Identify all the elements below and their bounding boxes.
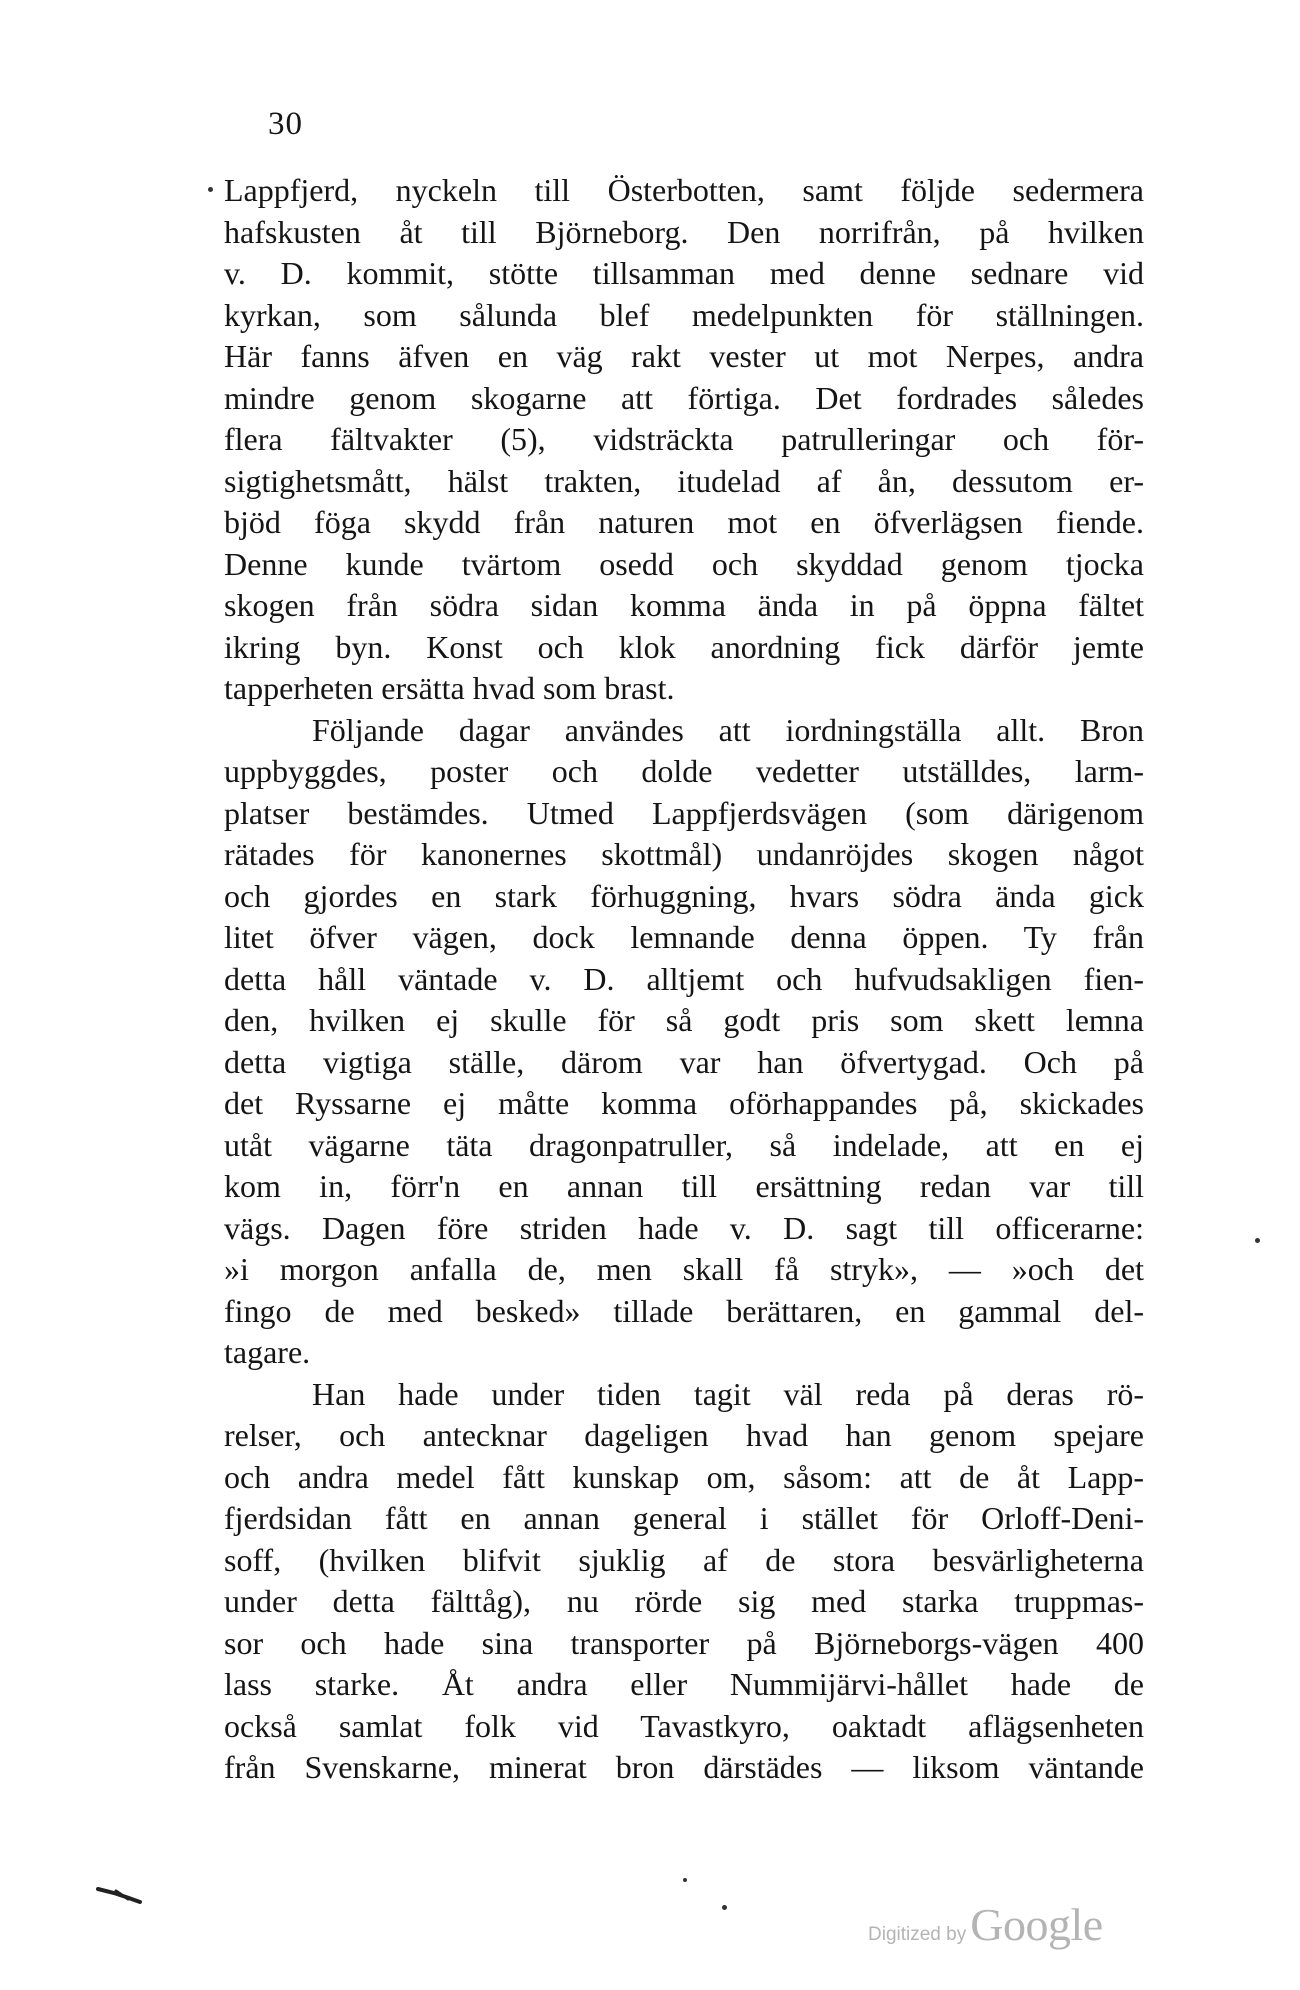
text-line: den, hvilken ej skulle för så godt pris som skett lemna [224,1002,1144,1038]
text-line: platser bestämdes. Utmed Lappfjerdsvägen (som därigenom [224,794,1144,831]
text-line: v. D. kommit, stötte tillsamman med denne sednare vid [224,255,1144,291]
margin-dot [1255,1238,1260,1243]
digitized-by-google-watermark [868,1898,1103,1950]
text-line: rätades för kanonernes skottmål) undanröjdes skogen något [224,836,1144,872]
body-text [224,170,1144,1789]
text-line: under detta fälttåg), nu rörde sig med starka truppmas- [224,1583,1144,1619]
text-line: och andra medel fått kunskap om, såsom: att de åt Lapp- [224,1458,1144,1495]
text-line: kom in, förr'n en annan till ersättning redan var till [224,1168,1144,1204]
text-line: relser, och antecknar dageligen hvad han genom spejare [224,1417,1144,1453]
text-line: kyrkan, som sålunda blef medelpunkten för ställningen. [224,296,1144,333]
text-line: fingo de med besked» tillade berättaren, en gammal del- [224,1292,1144,1329]
watermark-prefix: Digitized by [868,1924,967,1945]
text-line: skogen från södra sidan komma ända in på öppna fältet [224,587,1144,623]
page-number: 30 [268,106,303,142]
text-line: det Ryssarne ej måtte komma oförhappandes på, skickades [224,1085,1144,1121]
text-line: bjöd föga skydd från naturen mot en öfverlägsen fiende. [224,504,1144,540]
margin-dot [683,1878,687,1882]
paragraph-start-line: Följande dagar användes att iordningställa allt. Bron [312,711,1144,748]
text-line: uppbyggdes, poster och dolde vedetter utställdes, larm- [224,753,1144,789]
stray-ink-mark-icon [96,1885,144,1905]
text-line: fjerdsidan fått en annan general i stället för Orloff-Deni- [224,1500,1144,1536]
text-line: mindre genom skogarne att förtiga. Det fordrades således [224,379,1144,416]
text-line: detta vigtiga ställe, därom var han öfvertygad. Och på [224,1043,1144,1080]
text-line: »i morgon anfalla de, men skall få stryk», — »och det [224,1251,1144,1287]
text-line: flera fältvakter (5), vidsträckta patrulleringar och för- [224,421,1144,457]
text-line: lass starke. Åt andra eller Nummijärvi-hållet hade de [224,1666,1144,1702]
text-line: vägs. Dagen före striden hade v. D. sagt till officerarne: [224,1209,1144,1246]
margin-dot [722,1905,727,1910]
text-line: Lappfjerd, nyckeln till Österbotten, samt följde sedermera [224,172,1144,208]
paragraph-end-line: tapperheten ersätta hvad som brast. [224,670,675,706]
paragraph-end-line: tagare. [224,1334,311,1370]
text-line: litet öfver vägen, dock lemnande denna öppen. Ty från [224,919,1144,955]
text-line: från Svenskarne, minerat bron därstädes — liksom väntande [224,1749,1144,1785]
text-line: utåt vägarne täta dragonpatruller, så indelade, att en ej [224,1126,1144,1163]
text-line: sigtighetsmått, hälst trakten, itudelad af ån, dessutom er- [224,462,1144,499]
text-line: soff, (hvilken blifvit sjuklig af de stora besvärligheterna [224,1541,1144,1578]
text-line: hafskusten åt till Björneborg. Den norrifrån, på hvilken [224,213,1144,250]
text-line: Här fanns äfven en väg rakt vester ut mot Nerpes, andra [224,338,1144,374]
google-logo-text: Google [970,1899,1103,1950]
margin-dot [208,187,213,192]
text-line: ikring byn. Konst och klok anordning fick därför jemte [224,628,1144,665]
text-line: detta håll väntade v. D. alltjemt och hufvudsakligen fien- [224,960,1144,997]
paragraph-start-line: Han hade under tiden tagit väl reda på deras rö- [312,1375,1144,1412]
text-line: också samlat folk vid Tavastkyro, oaktadt aflägsenheten [224,1707,1144,1744]
text-line: och gjordes en stark förhuggning, hvars södra ända gick [224,877,1144,914]
text-line: sor och hade sina transporter på Björneborgs-vägen 400 [224,1624,1144,1661]
text-line: Denne kunde tvärtom osedd och skyddad genom tjocka [224,545,1144,582]
